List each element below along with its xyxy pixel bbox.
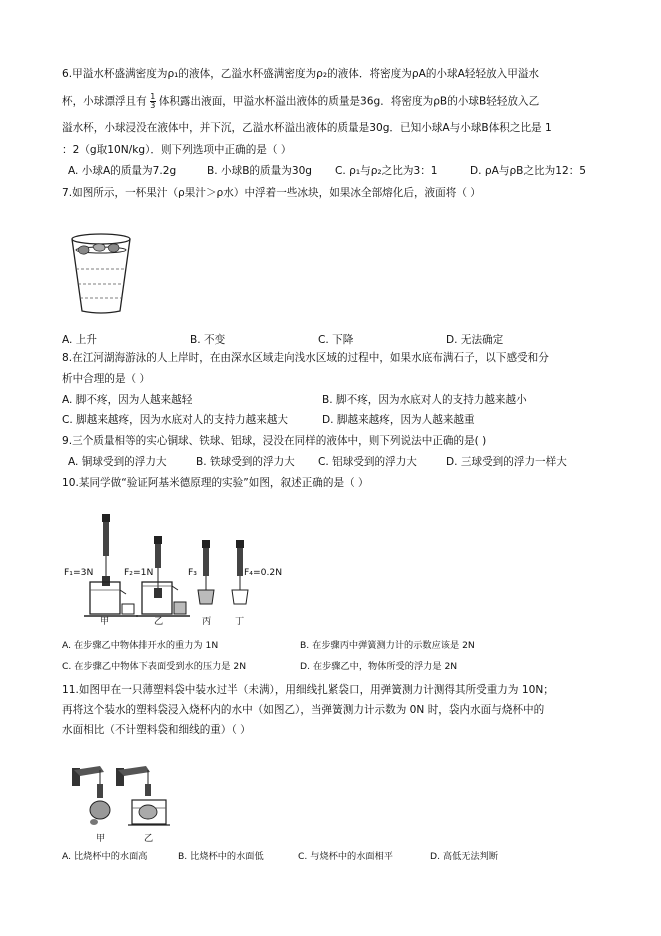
q8-option-b[interactable]: B. 脚不疼，因为水底对人的支持力越来越小 [322, 394, 527, 406]
q10-fig-label-f3: F₃ [188, 567, 197, 578]
q6-line-2a: 杯，小球漂浮且有 [62, 95, 147, 108]
q10-fig-label-f4: F₄=0.2N [244, 567, 283, 578]
q10-option-a[interactable]: A. 在步骤乙中物体排开水的重力为 1N [62, 640, 219, 651]
q11-option-c[interactable]: C. 与烧杯中的水面相平 [298, 851, 393, 862]
juice-cup-figure [68, 232, 134, 316]
q9-stem: 9.三个质量相等的实心铜球、铁球、铝球，浸没在同样的液体中，则下列说法中正确的是( ) [62, 435, 487, 447]
q11-fig-caption-jia: 甲 [96, 833, 106, 844]
q11-stem-line-2: 再将这个装水的塑料袋浸入烧杯内的水中（如图乙），当弹簧测力计示数为 0N 时，袋内水面与烧杯中的 [62, 704, 545, 716]
q8-option-d[interactable]: D. 脚越来越疼，因为人越来越重 [322, 414, 475, 426]
q9-option-d[interactable]: D. 三球受到的浮力一样大 [446, 456, 567, 468]
q9-option-a[interactable]: A. 铜球受到的浮力大 [68, 456, 167, 468]
q6-line-3: 溢水杯，小球浸没在液体中，并下沉，乙溢水杯溢出液体的质量是30g．已知小球A与小球B体积之比是 1 [62, 122, 552, 134]
q6-line-2b: 体积露出液面，甲溢水杯溢出液体的质量是36g．将密度为ρB的小球B轻轻放入乙 [158, 95, 540, 108]
q11-stem-line-1: 11.如图甲在一只薄塑料袋中装水过半（未满），用细线扎紧袋口，用弹簧测力计测得其所受重力为 10N； [62, 684, 554, 696]
q7-option-b[interactable]: B. 不变 [190, 334, 226, 346]
q10-stem: 10.某同学做“验证阿基米德原理的实验”如图，叙述正确的是（ ） [62, 477, 369, 489]
q10-fig-caption-jia: 甲 [100, 616, 110, 627]
q9-option-c[interactable]: C. 铝球受到的浮力大 [318, 456, 417, 468]
q7-stem: 7.如图所示，一杯果汁（ρ果汁＞ρ水）中浮着一些冰块，如果冰全部熔化后，液面将（ ） [62, 187, 481, 199]
q11-option-d[interactable]: D. 高低无法判断 [430, 851, 499, 862]
q8-option-a[interactable]: A. 脚不疼，因为人越来越轻 [62, 394, 193, 406]
q10-option-b[interactable]: B. 在步骤丙中弹簧测力计的示数应该是 2N [300, 640, 475, 651]
q6-option-c[interactable]: C. ρ₁与ρ₂之比为3：1 [335, 165, 438, 177]
q10-fig-caption-yi: 乙 [154, 616, 164, 627]
q11-option-b[interactable]: B. 比烧杯中的水面低 [178, 851, 264, 862]
water-bag-figure [70, 762, 178, 834]
q6-option-b[interactable]: B. 小球B的质量为30g [207, 165, 313, 177]
q7-option-a[interactable]: A. 上升 [62, 334, 97, 346]
fraction-one-third [150, 93, 156, 110]
q7-option-d[interactable]: D. 无法确定 [446, 334, 504, 346]
q10-fig-label-f2: F₂=1N [124, 567, 154, 578]
fraction-numerator: 1 [150, 92, 156, 101]
q8-stem-line-1: 8.在江河湖海游泳的人上岸时，在由深水区域走向浅水区域的过程中，如果水底布满石子，以下感受和分 [62, 352, 549, 364]
q11-option-a[interactable]: A. 比烧杯中的水面高 [62, 851, 148, 862]
q10-fig-caption-ding: 丁 [235, 616, 245, 627]
q10-fig-label-f1: F₁=3N [64, 567, 94, 578]
q9-option-b[interactable]: B. 铁球受到的浮力大 [196, 456, 295, 468]
q10-option-c[interactable]: C. 在步骤乙中物体下表面受到水的压力是 2N [62, 661, 247, 672]
q6-option-a[interactable]: A. 小球A的质量为7.2g [68, 165, 177, 177]
q6-line-1: 6.甲溢水杯盛满密度为ρ₁的液体，乙溢水杯盛满密度为ρ₂的液体．将密度为ρA的小球A轻轻放入甲溢水 [62, 68, 540, 80]
q6-option-d[interactable]: D. ρA与ρB之比为12：5 [470, 165, 587, 177]
fraction-denominator: 3 [150, 101, 156, 110]
q11-fig-caption-yi: 乙 [144, 833, 154, 844]
q8-stem-line-2: 析中合理的是（ ） [62, 373, 151, 385]
q10-option-d[interactable]: D. 在步骤乙中，物体所受的浮力是 2N [300, 661, 458, 672]
q11-stem-line-3: 水面相比（不计塑料袋和细线的重）（ ） [62, 724, 251, 736]
q8-option-c[interactable]: C. 脚越来越疼，因为水底对人的支持力越来越大 [62, 414, 289, 426]
q6-line-4: ：2（g取10N/kg）．则下列选项中正确的是（ ） [62, 144, 292, 156]
q7-option-c[interactable]: C. 下降 [318, 334, 354, 346]
q6-line-2 [62, 93, 539, 110]
q10-fig-caption-bing: 丙 [202, 616, 212, 627]
